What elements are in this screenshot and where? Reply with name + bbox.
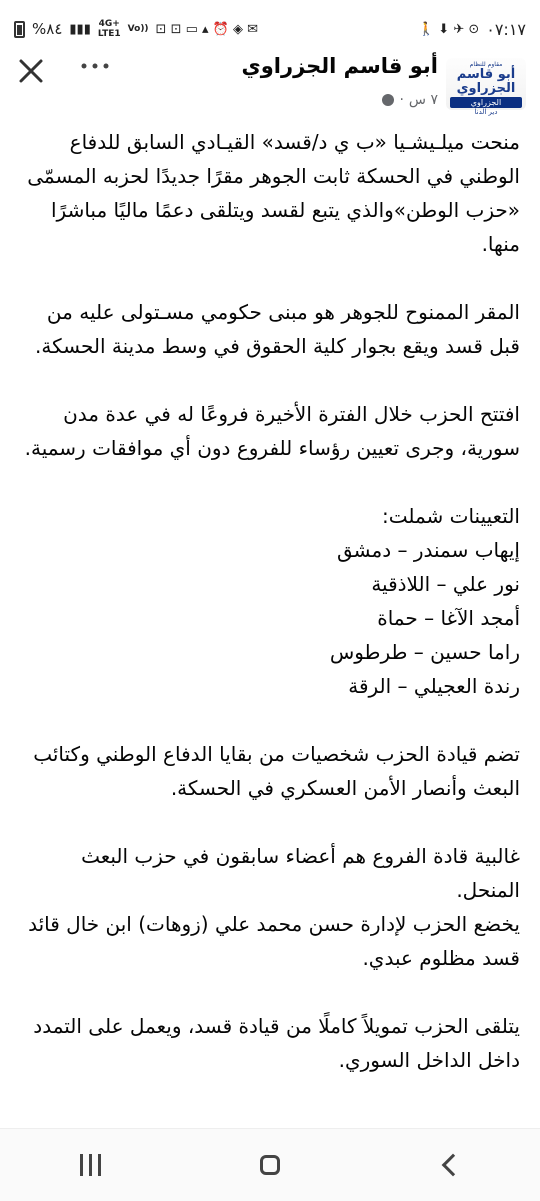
signal-icon: ▮▮▮ <box>69 21 91 37</box>
status-right <box>418 20 526 39</box>
globe-icon <box>382 94 394 106</box>
more-icon <box>80 62 110 70</box>
battery-level: %٨٤ <box>32 20 63 38</box>
post-time[interactable]: ٧ س <box>408 92 438 108</box>
avatar-top-text: مقاوم للنظام <box>469 61 503 68</box>
avatar-sub-text: دير الدنا <box>474 108 498 116</box>
post-paragraph: يخضع الحزب لإدارة حسن محمد علي (زوهات) ابن خال قائد قسد مظلوم عبدي. <box>28 912 520 970</box>
avatar-bar-text: الجزراوي <box>450 97 522 108</box>
appointment-item: نور علي – اللاذقية <box>371 572 520 596</box>
more-options-button[interactable] <box>78 58 112 78</box>
close-icon <box>18 58 44 84</box>
status-left <box>14 19 258 39</box>
page-name[interactable]: أبو قاسم الجزراوي <box>241 54 438 78</box>
back-button[interactable] <box>420 1145 480 1185</box>
network-type <box>98 19 121 39</box>
status-bar <box>0 0 540 58</box>
appointment-item: إيهاب سمندر – دمشق <box>337 538 520 562</box>
network-top-label: 4G+ <box>98 19 120 29</box>
close-button[interactable] <box>14 58 48 82</box>
post-header <box>0 54 540 118</box>
post-meta <box>382 92 438 108</box>
post-paragraph: غالبية قادة الفروع هم أعضاء سابقون في حزب البعث المنحل. <box>81 844 520 902</box>
navigation-bar <box>0 1128 540 1201</box>
network-bottom-label: LTE1 <box>97 29 121 39</box>
post-paragraph: تضم قيادة الحزب شخصيات من بقايا الدفاع الوطني وكتائب البعث وأنصار الأمن العسكري في الحسكة. <box>33 742 520 800</box>
post-paragraph: منحت ميلـيشـيا «ب ي د/قسد» القيـادي السابق للدفاع الوطني في الحسكة ثابت الجوهر مقرًا جديدًا لحزبه المسمّى «حزب الوطن»والذي يتبع لقسد ويتلقى دعمًا ماليًا مباشرًا منها. <box>27 130 520 256</box>
post-paragraph: المقر الممنوح للجوهر هو مبنى حكومي مسـتولى عليه من قبل قسد ويقع بجوار كلية الحقوق في وسط مدينة الحسكة. <box>35 300 520 358</box>
avatar-main-text: أبو قاسم الجزراوي <box>456 67 516 96</box>
home-icon <box>260 1155 280 1175</box>
recent-apps-icon <box>80 1154 101 1176</box>
appointments-title: التعيينات شملت: <box>381 504 520 528</box>
status-icons: 🚶 ⬇ ✈ ⊙ <box>417 21 480 37</box>
post-body <box>14 125 520 1077</box>
appointment-item: راما حسين – طرطوس <box>329 640 520 664</box>
battery-icon <box>14 21 25 38</box>
clock: ٠٧:١٧ <box>486 19 526 39</box>
volte-label: Vo)) <box>127 24 149 34</box>
avatar[interactable] <box>446 58 526 116</box>
recent-apps-button[interactable] <box>60 1145 120 1185</box>
appointment-item: أمجد الآغا – حماة <box>377 606 520 630</box>
notification-icons: ⊡ ⊡ ▭ ▴ ⏰ ◈ ✉ <box>155 21 259 37</box>
appointment-item: رندة العجيلي – الرقة <box>348 674 520 698</box>
home-button[interactable] <box>240 1145 300 1185</box>
post-paragraph: افتتح الحزب خلال الفترة الأخيرة فروعًا له في عدة مدن سورية، وجرى تعيين رؤساء للفروع دون أي موافقات رسمية. <box>24 402 520 460</box>
meta-separator: · <box>399 92 404 108</box>
post-paragraph: يتلقى الحزب تمويلاً كاملًا من قيادة قسد، ويعمل على التمدد داخل الداخل السوري. <box>33 1014 520 1072</box>
back-icon <box>442 1154 465 1177</box>
